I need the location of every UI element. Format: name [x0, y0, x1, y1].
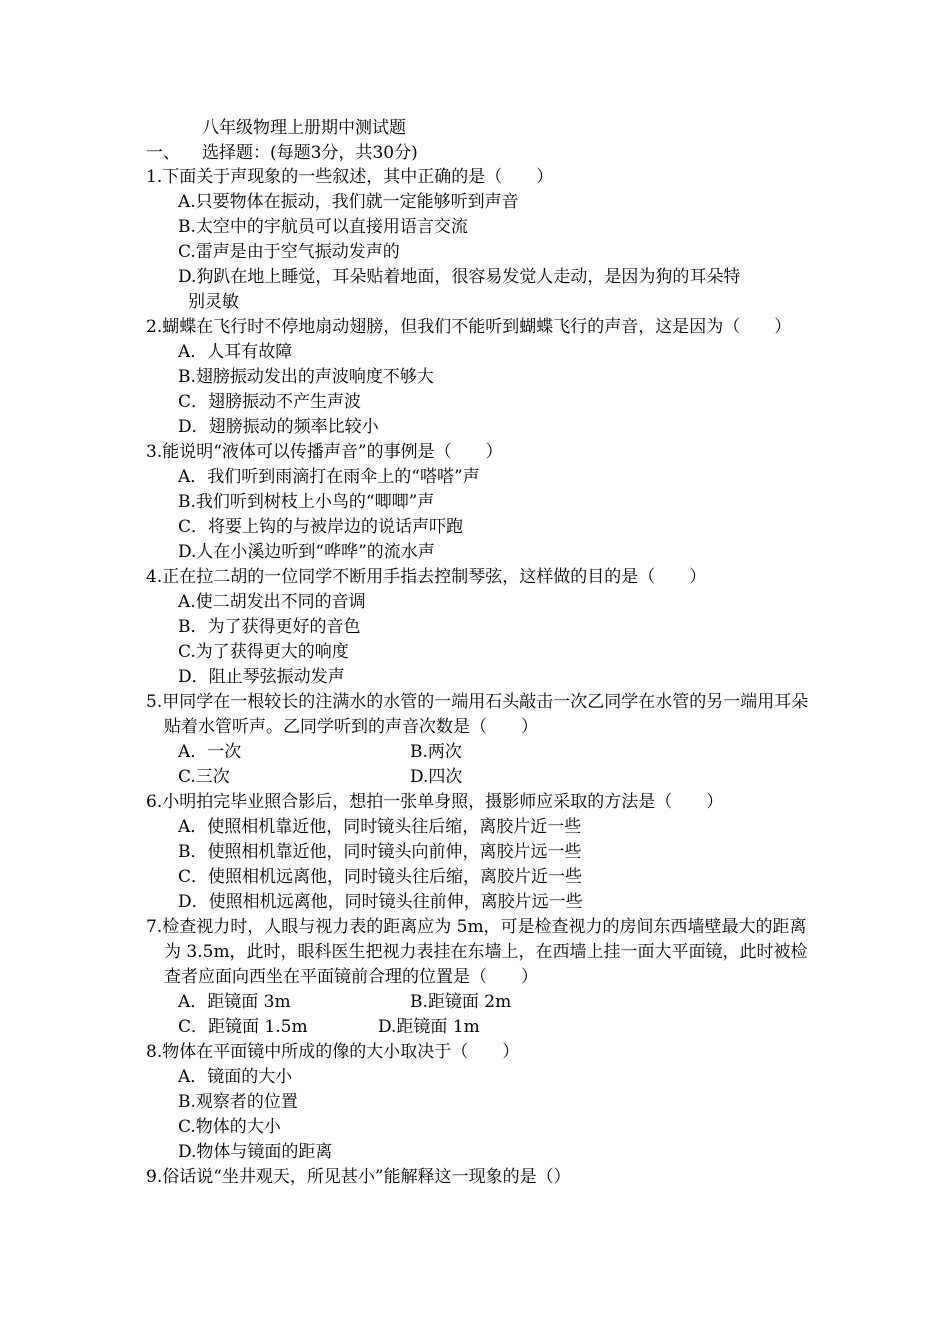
option-a: A．我们听到雨滴打在雨伞上的“嗒嗒”声	[178, 467, 480, 487]
option-b: B.观察者的位置	[178, 1092, 298, 1112]
option-d: D．翅膀振动的频率比较小	[178, 417, 379, 437]
option-c: C．将要上钩的与被岸边的说话声吓跑	[178, 517, 464, 537]
option-d-continued: 别灵敏	[188, 292, 239, 312]
option-c: C．距镜面 1.5m	[178, 1017, 308, 1037]
question-stem: 9.俗话说“坐井观天，所见甚小”能解释这一现象的是（）	[146, 1167, 571, 1187]
option-b: B.两次	[410, 742, 462, 762]
option-b: B.我们听到树枝上小鸟的“唧唧”声	[178, 492, 435, 512]
question-stem: 2.蝴蝶在飞行时不停地扇动翅膀，但我们不能听到蝴蝶飞行的声音，这是因为（ ）	[146, 317, 792, 337]
question-stem: 3.能说明“液体可以传播声音”的事例是（ ）	[146, 442, 503, 462]
section-number: 一、	[146, 143, 180, 163]
option-d: D．使照相机远离他，同时镜头往前伸，离胶片远一些	[178, 892, 583, 912]
question-8	[146, 1040, 816, 1165]
question-6	[146, 790, 816, 915]
option-c: C.为了获得更大的响度	[178, 642, 349, 662]
option-b: B.距镜面 2m	[410, 992, 512, 1012]
option-a: A．一次	[178, 742, 242, 762]
option-b: B．为了获得更好的音色	[178, 617, 361, 637]
option-row	[146, 765, 816, 790]
option-d: D.人在小溪边听到“哗哗”的流水声	[178, 542, 435, 562]
option-c: C.雷声是由于空气振动发声的	[178, 242, 400, 262]
option-c: C.三次	[178, 767, 230, 787]
option-d: D.狗趴在地上睡觉，耳朵贴着地面，很容易发觉人走动，是因为狗的耳朵特	[178, 267, 741, 287]
option-a: A．人耳有故障	[178, 342, 293, 362]
question-5	[146, 690, 816, 790]
question-7	[146, 915, 816, 1040]
option-c: C．使照相机远离他，同时镜头往后缩，离胶片近一些	[178, 867, 583, 887]
option-d: D.物体与镜面的距离	[178, 1142, 333, 1162]
question-9	[146, 1165, 816, 1190]
option-c: C.物体的大小	[178, 1117, 281, 1137]
option-row	[146, 1015, 816, 1040]
page-title: 八年级物理上册期中测试题	[202, 118, 406, 138]
question-stem: 5.甲同学在一根较长的注满水的水管的一端用石头敲击一次乙同学在水管的另一端用耳朵贴着水管听声。乙同学听到的声音次数是（ ）	[146, 692, 809, 737]
question-4	[146, 565, 816, 690]
section-label: 选择题：(每题3分，共30分)	[202, 143, 418, 163]
option-b: B.太空中的宇航员可以直接用语言交流	[178, 217, 468, 237]
option-d: D．阻止琴弦振动发声	[178, 667, 345, 687]
option-b: B．使照相机靠近他，同时镜头向前伸，离胶片远一些	[178, 842, 582, 862]
option-row	[146, 990, 816, 1015]
option-a: A.使二胡发出不同的音调	[178, 592, 366, 612]
option-a: A．镜面的大小	[178, 1067, 293, 1087]
option-c: C．翅膀振动不产生声波	[178, 392, 362, 412]
question-stem: 7.检查视力时，人眼与视力表的距离应为 5m，可是检查视力的房间东西墙壁最大的距离为 3.5m，此时，眼科医生把视力表挂在东墙上，在西墙上挂一面大平面镜，此时被检查者应面向西坐在平面镜前合理的位置是（ ）	[146, 917, 808, 987]
option-a: A．使照相机靠近他，同时镜头往后缩，离胶片近一些	[178, 817, 582, 837]
option-a: A．距镜面 3m	[178, 992, 291, 1012]
question-2	[146, 315, 816, 440]
option-d: D.距镜面 1m	[378, 1017, 480, 1037]
question-list	[146, 165, 816, 1190]
option-d: D.四次	[410, 767, 463, 787]
option-a: A.只要物体在振动，我们就一定能够听到声音	[178, 192, 519, 212]
question-stem: 4.正在拉二胡的一位同学不断用手指去控制琴弦，这样做的目的是（ ）	[146, 567, 707, 587]
section-heading	[146, 141, 418, 165]
question-3	[146, 440, 816, 565]
question-1	[146, 165, 816, 315]
question-stem: 8.物体在平面镜中所成的像的大小取决于（ ）	[146, 1042, 520, 1062]
option-b: B.翅膀振动发出的声波响度不够大	[178, 367, 434, 387]
question-stem: 6.小明拍完毕业照合影后，想拍一张单身照，摄影师应采取的方法是（ ）	[146, 792, 724, 812]
option-row	[146, 740, 816, 765]
question-stem: 1.下面关于声现象的一些叙述，其中正确的是（ ）	[146, 167, 554, 187]
